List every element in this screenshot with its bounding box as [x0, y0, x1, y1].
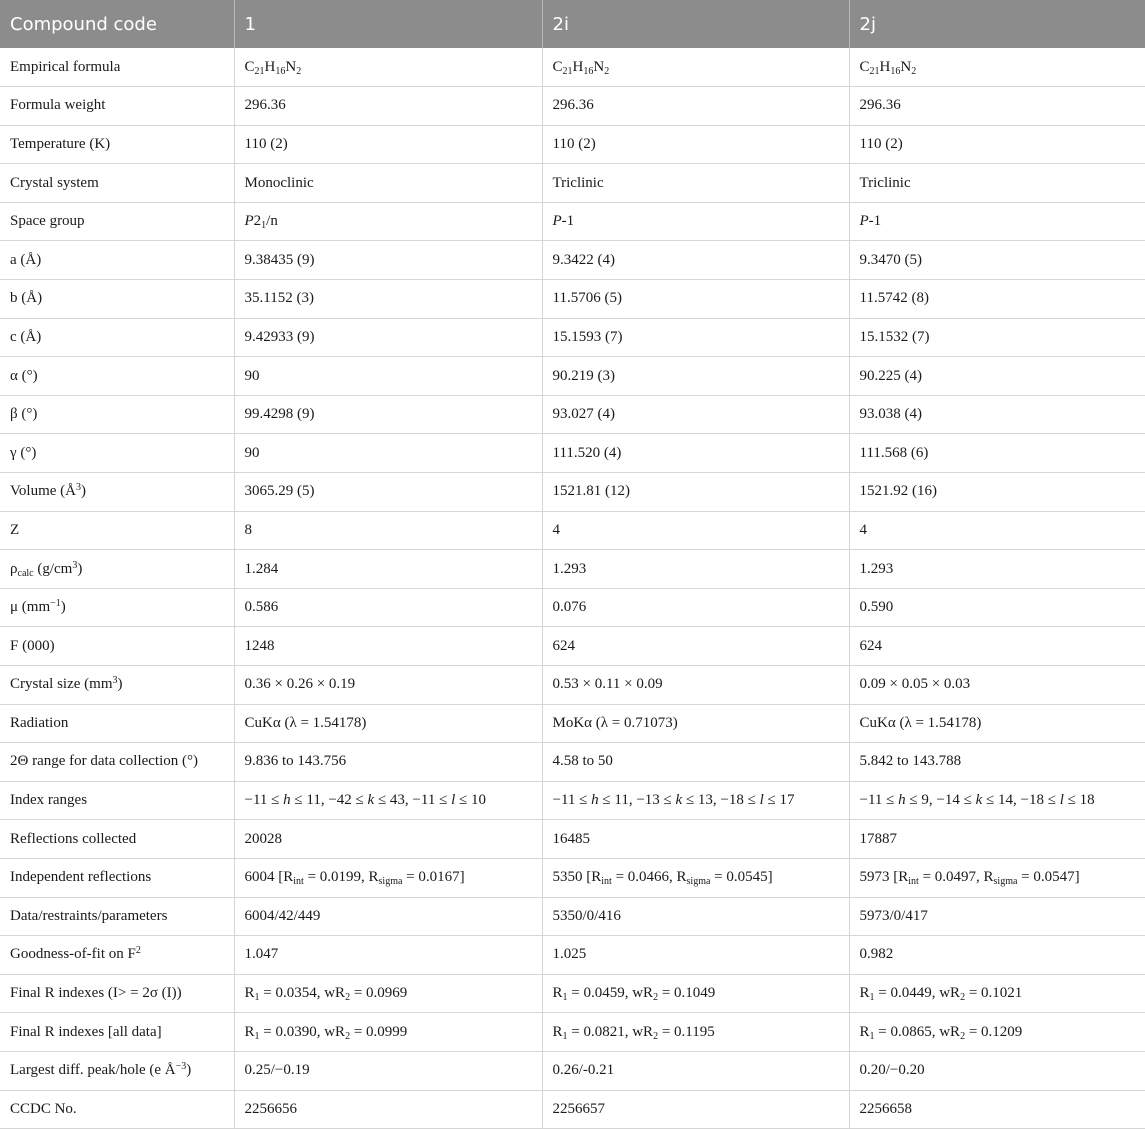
- table-cell: 296.36: [542, 87, 849, 126]
- table-cell: −11 ≤ h ≤ 9, −14 ≤ k ≤ 14, −18 ≤ l ≤ 18: [849, 781, 1145, 820]
- table-cell: 16485: [542, 820, 849, 859]
- table-cell: 15.1532 (7): [849, 318, 1145, 357]
- table-cell: 0.590: [849, 588, 1145, 627]
- table-cell: 9.836 to 143.756: [234, 743, 542, 782]
- table-row: [0, 434, 1145, 473]
- table-cell: 1.284: [234, 550, 542, 589]
- table-row: [0, 588, 1145, 627]
- header-cell-label: Compound code: [0, 0, 234, 48]
- row-label: CCDC No.: [0, 1090, 234, 1129]
- row-label: Radiation: [0, 704, 234, 743]
- table-cell: 624: [542, 627, 849, 666]
- table-body: [0, 48, 1145, 1129]
- table-cell: 5973/0/417: [849, 897, 1145, 936]
- table-cell: $R_1 = 0.0459$, $wR_2 = 0.1049$: [542, 974, 849, 1013]
- table-cell: 11.5742 (8): [849, 280, 1145, 319]
- table-cell: Triclinic: [542, 164, 849, 203]
- table-cell: 1.293: [849, 550, 1145, 589]
- row-label: μ $(mm^{-1})$: [0, 588, 234, 627]
- row-label: γ (°): [0, 434, 234, 473]
- row-label: b (Å): [0, 280, 234, 319]
- table-cell: CuKα (λ = 1.54178): [234, 704, 542, 743]
- row-label: Volume $(Å^3)$: [0, 473, 234, 512]
- row-label: Goodness-of-fit on $F^2$: [0, 936, 234, 975]
- row-label: β (°): [0, 395, 234, 434]
- table-cell: $C_{21}H_{16}N_2$: [849, 48, 1145, 87]
- row-label: Space group: [0, 202, 234, 241]
- row-label: Final R indexes [all data]: [0, 1013, 234, 1052]
- table-cell: 110 (2): [849, 125, 1145, 164]
- table-row: [0, 1051, 1145, 1090]
- table-row: [0, 820, 1145, 859]
- table-cell: 5973 [$R_{int} = 0.0497$, $R_{sigma} = 0.0547$]: [849, 858, 1145, 897]
- table-row: [0, 550, 1145, 589]
- table-cell: 2256657: [542, 1090, 849, 1129]
- row-label: c (Å): [0, 318, 234, 357]
- row-label: F (000): [0, 627, 234, 666]
- table-row: [0, 627, 1145, 666]
- table-cell: Triclinic: [849, 164, 1145, 203]
- table-cell: 8: [234, 511, 542, 550]
- table-row: [0, 897, 1145, 936]
- table-row: [0, 974, 1145, 1013]
- table-row: [0, 743, 1145, 782]
- table-cell: 90: [234, 434, 542, 473]
- table-cell: 1.293: [542, 550, 849, 589]
- table-cell: $R_1 = 0.0821$, $wR_2 = 0.1195$: [542, 1013, 849, 1052]
- table-row: [0, 395, 1145, 434]
- table-row: [0, 511, 1145, 550]
- table-row: [0, 241, 1145, 280]
- table-cell: 93.038 (4): [849, 395, 1145, 434]
- table-cell: CuKα (λ = 1.54178): [849, 704, 1145, 743]
- table-cell: 1521.92 (16): [849, 473, 1145, 512]
- table-cell: 17887: [849, 820, 1145, 859]
- table-row: [0, 704, 1145, 743]
- table-cell: $C_{21}H_{16}N_2$: [542, 48, 849, 87]
- table-cell: 6004 [$R_{int} = 0.0199$, $R_{sigma} = 0.0167$]: [234, 858, 542, 897]
- table-cell: 110 (2): [542, 125, 849, 164]
- table-cell: 1248: [234, 627, 542, 666]
- table-cell: 0.586: [234, 588, 542, 627]
- table-cell: 0.076: [542, 588, 849, 627]
- table-cell: 0.09 × 0.05 × 0.03: [849, 666, 1145, 705]
- table-cell: 99.4298 (9): [234, 395, 542, 434]
- table-row: [0, 318, 1145, 357]
- table-cell: −11 ≤ h ≤ 11, −13 ≤ k ≤ 13, −18 ≤ l ≤ 17: [542, 781, 849, 820]
- table-cell: 3065.29 (5): [234, 473, 542, 512]
- table-cell: 5.842 to 143.788: [849, 743, 1145, 782]
- row-label: α (°): [0, 357, 234, 396]
- table-cell: 90: [234, 357, 542, 396]
- table-row: [0, 164, 1145, 203]
- table-cell: 5350/0/416: [542, 897, 849, 936]
- table-row: [0, 781, 1145, 820]
- row-label: Largest diff. peak/hole (e $Å^{-3}$): [0, 1051, 234, 1090]
- table-row: [0, 858, 1145, 897]
- table-cell: $R_1 = 0.0354$, $wR_2 = 0.0969$: [234, 974, 542, 1013]
- table-cell: 9.3470 (5): [849, 241, 1145, 280]
- header-cell-compound: 2j: [859, 13, 876, 35]
- table-cell: 2256658: [849, 1090, 1145, 1129]
- table-row: [0, 280, 1145, 319]
- table-row: [0, 87, 1145, 126]
- table-header-row: [0, 0, 1145, 48]
- table-cell: 111.568 (6): [849, 434, 1145, 473]
- header-cell-compound: 2i: [542, 0, 849, 48]
- table-cell: 9.42933 (9): [234, 318, 542, 357]
- row-label: Reflections collected: [0, 820, 234, 859]
- table-row: [0, 666, 1145, 705]
- row-label: Temperature (K): [0, 125, 234, 164]
- table-cell: Monoclinic: [234, 164, 542, 203]
- row-label: Formula weight: [0, 87, 234, 126]
- table-cell: 0.26/-0.21: [542, 1051, 849, 1090]
- row-label: Final R indexes (I> = 2σ (I)): [0, 974, 234, 1013]
- row-label: a (Å): [0, 241, 234, 280]
- table-row: [0, 202, 1145, 241]
- table-cell: 4: [542, 511, 849, 550]
- table-cell: 20028: [234, 820, 542, 859]
- table-cell: P-1: [542, 202, 849, 241]
- row-label: Independent reflections: [0, 858, 234, 897]
- table-row: [0, 936, 1145, 975]
- table-cell: 0.20/−0.20: [849, 1051, 1145, 1090]
- row-label: Crystal system: [0, 164, 234, 203]
- table-cell: 1.025: [542, 936, 849, 975]
- table-cell: 0.53 × 0.11 × 0.09: [542, 666, 849, 705]
- table-cell: 1521.81 (12): [542, 473, 849, 512]
- table-cell: −11 ≤ h ≤ 11, −42 ≤ k ≤ 43, −11 ≤ l ≤ 10: [234, 781, 542, 820]
- table-cell: 11.5706 (5): [542, 280, 849, 319]
- table-cell: 296.36: [234, 87, 542, 126]
- header-cell-compound: 1: [234, 0, 542, 48]
- row-label: $\rho_{calc}$ $(g/cm^3)$: [0, 550, 234, 589]
- table-cell: 4: [849, 511, 1145, 550]
- table-cell: 4.58 to 50: [542, 743, 849, 782]
- table-cell: 90.219 (3): [542, 357, 849, 396]
- row-label: 2Θ range for data collection (°): [0, 743, 234, 782]
- table-cell: 90.225 (4): [849, 357, 1145, 396]
- table-cell: 0.36 × 0.26 × 0.19: [234, 666, 542, 705]
- table-row: [0, 1090, 1145, 1129]
- table-cell: $C_{21}H_{16}N_2$: [234, 48, 542, 87]
- row-label: Crystal size $(mm^3)$: [0, 666, 234, 705]
- table-cell: 15.1593 (7): [542, 318, 849, 357]
- table-cell: $P2_1/n$: [234, 202, 542, 241]
- table-cell: 624: [849, 627, 1145, 666]
- table-cell: 6004/42/449: [234, 897, 542, 936]
- table-cell: 110 (2): [234, 125, 542, 164]
- table-row: [0, 125, 1145, 164]
- table-cell: $R_1 = 0.0449$, $wR_2 = 0.1021$: [849, 974, 1145, 1013]
- table-cell: $R_1 = 0.0390$, $wR_2 = 0.0999$: [234, 1013, 542, 1052]
- table-cell: 9.38435 (9): [234, 241, 542, 280]
- table-cell: 1.047: [234, 936, 542, 975]
- row-label: Empirical formula: [0, 48, 234, 87]
- table-cell: 5350 [$R_{int} = 0.0466$, $R_{sigma} = 0.0545$]: [542, 858, 849, 897]
- table-row: [0, 473, 1145, 512]
- table-cell: P-1: [849, 202, 1145, 241]
- table-cell: 0.25/−0.19: [234, 1051, 542, 1090]
- table-cell: $R_1 = 0.0865$, $wR_2 = 0.1209$: [849, 1013, 1145, 1052]
- table-row: [0, 357, 1145, 396]
- row-label: Data/restraints/parameters: [0, 897, 234, 936]
- table-cell: MoKα (λ = 0.71073): [542, 704, 849, 743]
- table-cell: 296.36: [849, 87, 1145, 126]
- table-cell: 93.027 (4): [542, 395, 849, 434]
- row-label: Z: [0, 511, 234, 550]
- table-cell: 2256656: [234, 1090, 542, 1129]
- table-row: [0, 48, 1145, 87]
- table-row: [0, 1013, 1145, 1052]
- table-cell: 35.1152 (3): [234, 280, 542, 319]
- table-cell: 9.3422 (4): [542, 241, 849, 280]
- row-label: Index ranges: [0, 781, 234, 820]
- table-cell: 111.520 (4): [542, 434, 849, 473]
- table-cell: 0.982: [849, 936, 1145, 975]
